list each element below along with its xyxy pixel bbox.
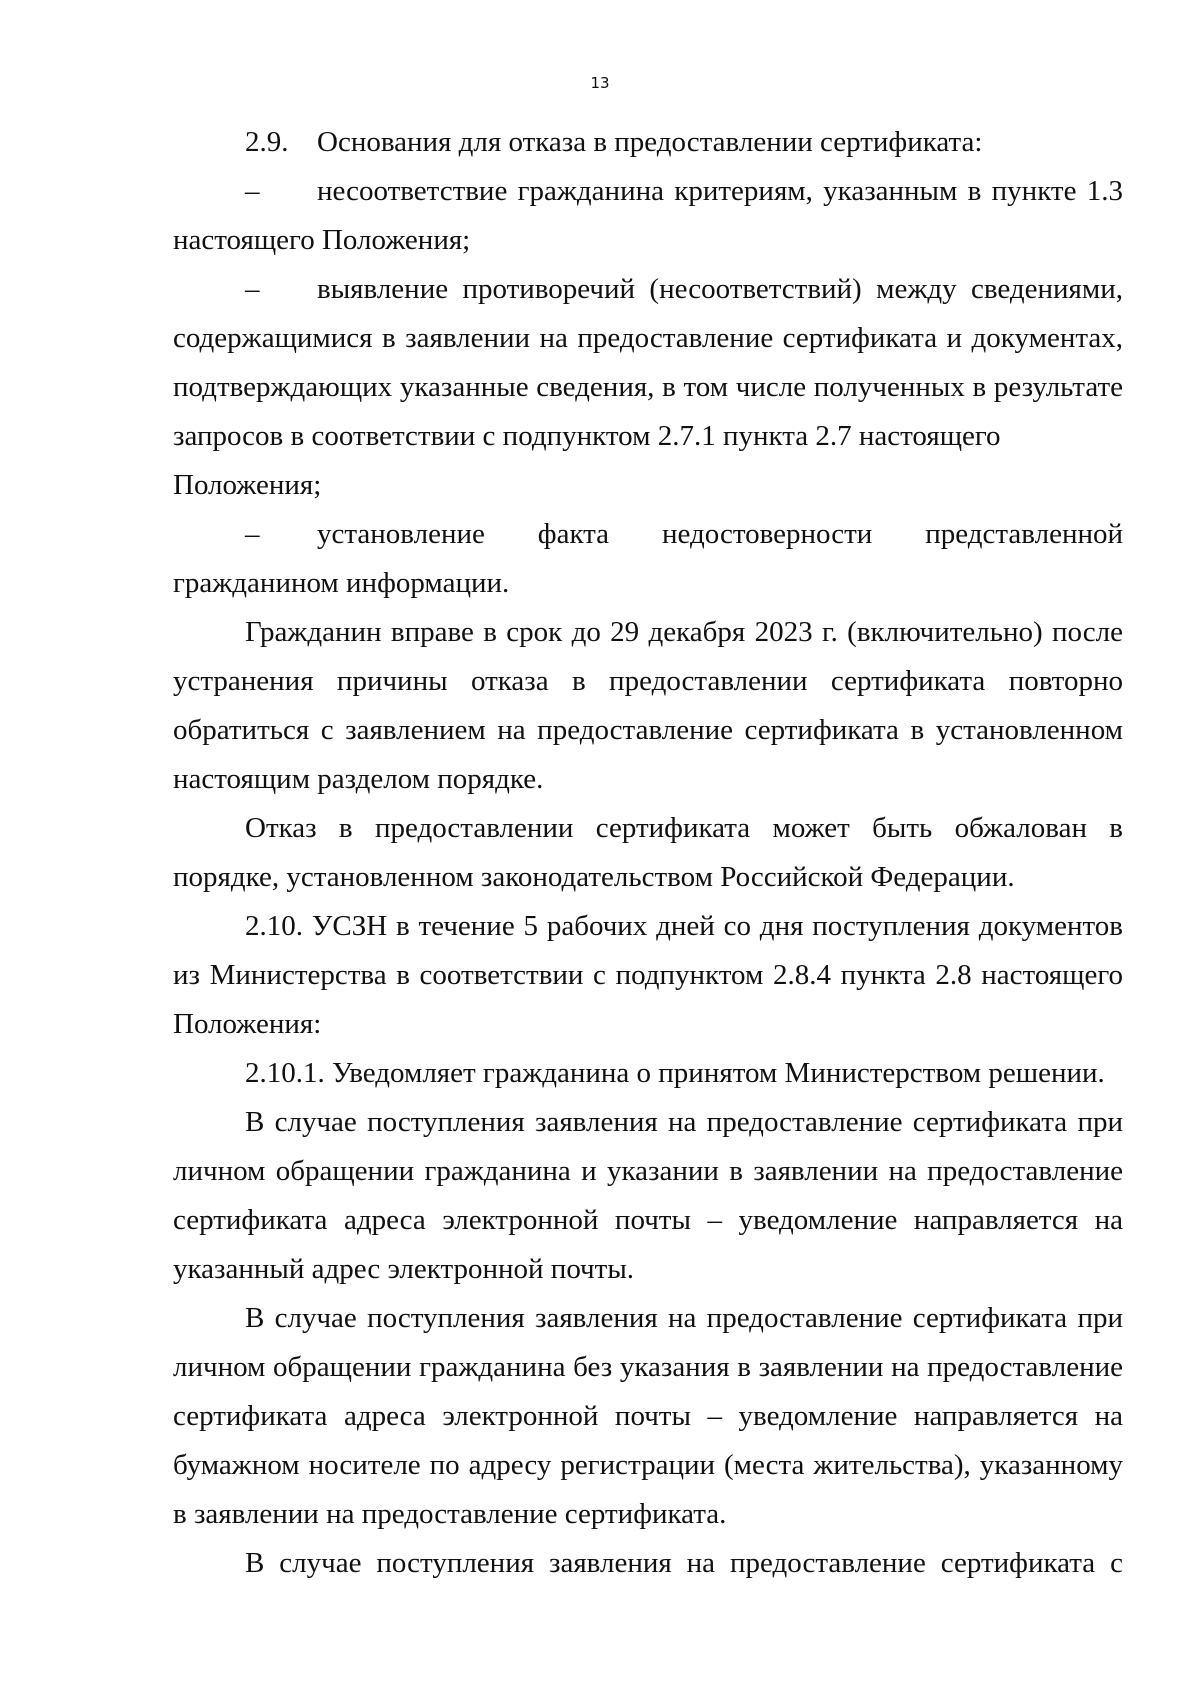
list-item-first-line: выявление противоречий (несоответствий) между сведениями, <box>317 273 1123 305</box>
list-item-first-line: несоответствие гражданина критериям, указанным в пункте 1.3 <box>317 175 1123 207</box>
list-item-continuation: настоящего Положения; <box>173 224 471 256</box>
dash-marker: – <box>245 518 260 550</box>
list-item <box>173 510 1123 608</box>
dash-marker: – <box>245 273 260 305</box>
list-item-continuation: гражданином информации. <box>173 567 510 599</box>
paragraph-email-notice: В случае поступления заявления на предоставление сертификата при личном обращении гражданина и указании в заявлении на предоставление сертификата адреса электронной почты – уведомление направляется на указанный адрес электронной почты. <box>173 1106 1123 1285</box>
page-number: 13 <box>590 74 610 92</box>
paragraph-appeal: Отказ в предоставлении сертификата может быть обжалован в порядке, установленном законодательством Российской Федерации. <box>173 812 1123 893</box>
list-item-continuation-end: Положения; <box>173 469 322 501</box>
document-body <box>173 118 1123 1588</box>
list-item-continuation: содержащимися в заявлении на предоставление сертификата и документах, подтверждающих указанные сведения, в том числе полученных в результате запросов в соответствии с подпунктом 2.7.1 пункта 2.7 настоящего <box>173 322 1123 452</box>
paragraph-citizen-right: Гражданин вправе в срок до 29 декабря 2023 г. (включительно) после устранения причины отказа в предоставлении сертификата повторно обратиться с заявлением на предоставление сертификата в установленном настоящим разделом порядке. <box>173 616 1123 795</box>
section-2-9-heading <box>173 118 1123 167</box>
paragraph-2-10-1: 2.10.1. Уведомляет гражданина о принятом Министерством решении. <box>245 1057 1105 1089</box>
paragraph-continued: В случае поступления заявления на предоставление сертификата с <box>245 1547 1123 1579</box>
section-number: 2.9. <box>245 126 289 158</box>
list-item <box>173 265 1123 510</box>
paragraph-paper-notice: В случае поступления заявления на предоставление сертификата при личном обращении гражданина без указания в заявлении на предоставление сертификата адреса электронной почты – уведомление направляется на бумажном носителе по адресу регистрации (места жительства), указанному в заявлении на предоставление сертификата. <box>173 1302 1123 1530</box>
paragraph-2-10: 2.10. УСЗН в течение 5 рабочих дней со дня поступления документов из Министерства в соответствии с подпунктом 2.8.4 пункта 2.8 настоящего Положения: <box>173 910 1123 1040</box>
section-title: Основания для отказа в предоставлении сертификата: <box>317 126 983 158</box>
dash-marker: – <box>245 175 260 207</box>
list-item <box>173 167 1123 265</box>
list-item-first-line: установление факта недостоверности представленной <box>317 518 1123 550</box>
